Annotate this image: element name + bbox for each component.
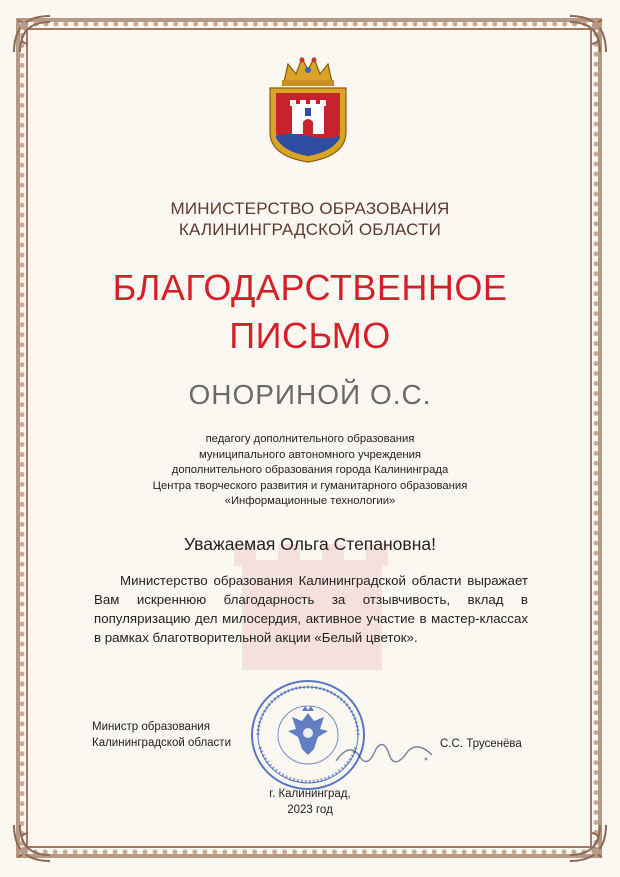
signer-name: С.С. Трусенёва xyxy=(440,738,522,750)
ministry-line-2: КАЛИНИНГРАДСКОЙ ОБЛАСТИ xyxy=(178,220,442,239)
signer-title-line-2: Калининградской области xyxy=(92,736,231,749)
place-and-date xyxy=(220,786,400,818)
signer-title xyxy=(92,720,231,751)
corner-ornament-icon xyxy=(566,821,610,865)
corner-ornament-icon xyxy=(10,12,54,56)
handwritten-signature xyxy=(330,735,440,775)
corner-ornament-icon xyxy=(10,821,54,865)
place-city: г. Калининград, xyxy=(269,788,351,800)
position-line: педагогу дополнительного образования xyxy=(205,433,415,445)
title-line-1: БЛАГОДАРСТВЕННОЕ xyxy=(112,267,508,308)
corner-ornament-icon xyxy=(566,12,610,56)
title-line-2: ПИСЬМО xyxy=(229,315,391,356)
ministry-line-1: МИНИСТЕРСТВО ОБРАЗОВАНИЯ xyxy=(170,199,450,218)
document-title xyxy=(40,264,580,360)
greeting: Уважаемая Ольга Степановна! xyxy=(184,534,436,554)
coat-of-arms-icon xyxy=(262,52,354,164)
position-line: Центра творческого развития и гуманитарного образования xyxy=(152,479,468,492)
signer-title-line-1: Министр образования xyxy=(92,721,210,733)
position-line: муниципального автономного учреждения xyxy=(198,448,422,461)
issuer-ministry xyxy=(60,198,560,240)
position-line: «Информационные технологии» xyxy=(224,495,396,507)
recipient-position xyxy=(70,432,550,510)
recipient-name: ОНОРИНОЙ О.С. xyxy=(188,379,432,410)
place-year: 2023 год xyxy=(287,804,333,816)
position-line: дополнительного образования города Калининграда xyxy=(171,464,449,476)
letter-body: Министерство образования Калининградской области выражает Вам искреннюю благодарность за отзывчивость, вклад в популяризацию дел милосердия, активное участие в мастер-классах в рамках благотворительной акции «Белый цветок». xyxy=(94,573,528,645)
